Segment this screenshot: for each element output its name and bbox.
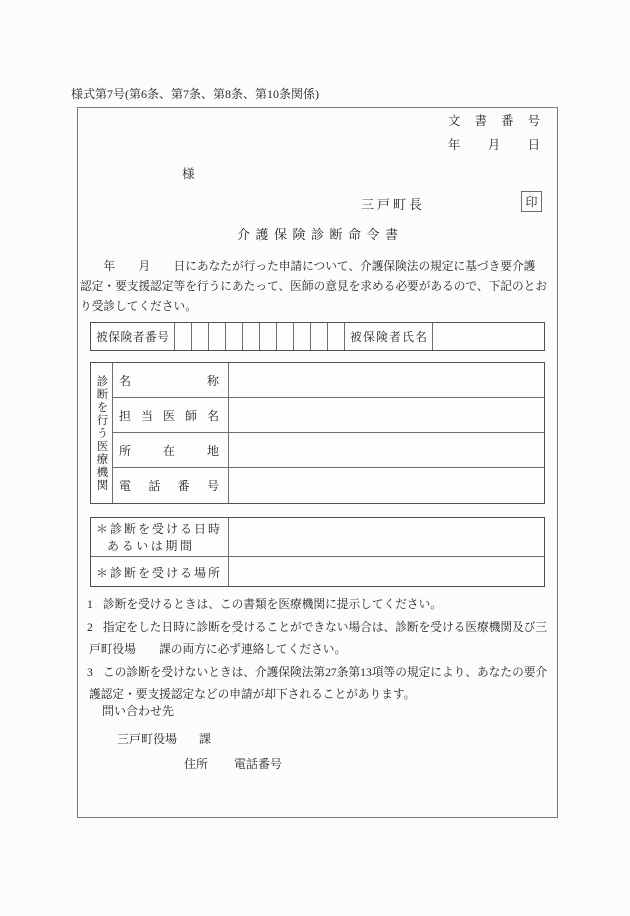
body-line: り受診してください。: [80, 300, 197, 314]
note-text: 診断を受けるときは、この書類を医療機関に提示してください。: [103, 598, 442, 611]
digit-cell: [259, 323, 276, 350]
note-number: 1: [87, 598, 93, 611]
digit-cell: [310, 323, 327, 350]
contact-phone-label: 電話番号: [234, 757, 283, 771]
note-item-1: [87, 594, 555, 616]
digit-cell: [208, 323, 225, 350]
document-number-label: 文書番号: [448, 114, 540, 128]
schedule-place-value-cell: [228, 557, 544, 586]
contact-department: 課: [199, 732, 212, 746]
insured-table: [90, 322, 545, 351]
date-line: 年月日: [448, 138, 540, 152]
note-number: 2: [87, 621, 93, 634]
institution-phone-label-cell: [113, 468, 228, 503]
note-item-2: [87, 617, 555, 661]
form-number-note: 様式第7号(第6条、第7条、第8条、第10条関係): [71, 87, 319, 101]
insured-number-label-cell: [91, 323, 174, 350]
institution-address-value-cell: [228, 433, 544, 468]
digit-cell: [174, 323, 191, 350]
note-item-3: [87, 662, 555, 706]
schedule-place-label: ＊診断を受ける場所: [96, 565, 220, 580]
digit-cell: [327, 323, 344, 350]
note-number: 3: [87, 666, 93, 679]
institution-name-label-cell: [113, 363, 228, 398]
institution-phone-label: 電話番号: [119, 479, 219, 493]
schedule-place-label-cell: [91, 557, 228, 586]
issuer-title: 三戸町長: [361, 197, 426, 212]
schedule-datetime-label-line1: ＊診断を受ける日時: [96, 522, 220, 536]
document-number-area: [448, 114, 540, 152]
insured-name-value-cell: [432, 323, 544, 350]
schedule-table: [90, 517, 545, 587]
note-text: 指定をした日時に診断を受けることができない場合は、診断を受ける医療機関及び三: [103, 621, 548, 634]
form-border-box: [77, 107, 558, 818]
digit-cell: [242, 323, 259, 350]
institution-address-label-cell: [113, 433, 228, 468]
insured-name-label-cell: [344, 323, 432, 350]
digit-cell: [276, 323, 293, 350]
insured-name-label: 被保険者氏名: [350, 330, 427, 344]
schedule-datetime-label-line2: あるいは期間: [107, 539, 195, 553]
addressee-suffix: 様: [182, 167, 195, 181]
note-text: 護認定・要支援認定などの申請が却下されることがあります。: [89, 688, 416, 701]
institution-name-label: 名称: [119, 373, 219, 388]
seal-box: [521, 191, 542, 212]
institution-doctor-value-cell: [228, 398, 544, 433]
contact-address-label: 住所: [184, 757, 209, 771]
body-line: 年 月 日にあなたが行った申請について、介護保険法の規定に基づき要介護: [80, 260, 536, 273]
seal-label: 印: [525, 195, 538, 209]
insured-number-label: 被保険者番号: [96, 330, 169, 344]
note-text: 戸町役場 課の両方に必ず連絡してください。: [89, 643, 347, 656]
schedule-datetime-value-cell: [228, 518, 544, 557]
document-title: 介護保険診断命令書: [236, 227, 404, 242]
institution-doctor-label: 担当医師名: [119, 408, 219, 423]
notes-list: [87, 594, 555, 707]
institution-name-value-cell: [228, 363, 544, 398]
institution-phone-value-cell: [228, 468, 544, 503]
institution-table: [90, 362, 545, 504]
contact-heading: 問い合わせ先: [102, 704, 175, 718]
institution-address-label: 所在地: [119, 443, 219, 458]
body-line: 認定・要支援認定等を行うにあたって、医師の意見を求める必要があるので、下記のとお: [80, 280, 548, 294]
contact-office-name: 三戸町役場: [117, 732, 178, 746]
institution-doctor-label-cell: [113, 398, 228, 433]
body-paragraph: [80, 257, 556, 318]
digit-cell: [225, 323, 242, 350]
schedule-datetime-label-cell: [91, 518, 228, 557]
insured-number-cells: [174, 323, 344, 350]
contact-block: [102, 704, 282, 772]
digit-cell: [293, 323, 310, 350]
digit-cell: [191, 323, 208, 350]
note-text: この診断を受けないときは、介護保険法第27条第13項等の規定により、あなたの要介: [103, 666, 548, 679]
institution-side-label: 診断を行う医療機関: [91, 363, 113, 503]
